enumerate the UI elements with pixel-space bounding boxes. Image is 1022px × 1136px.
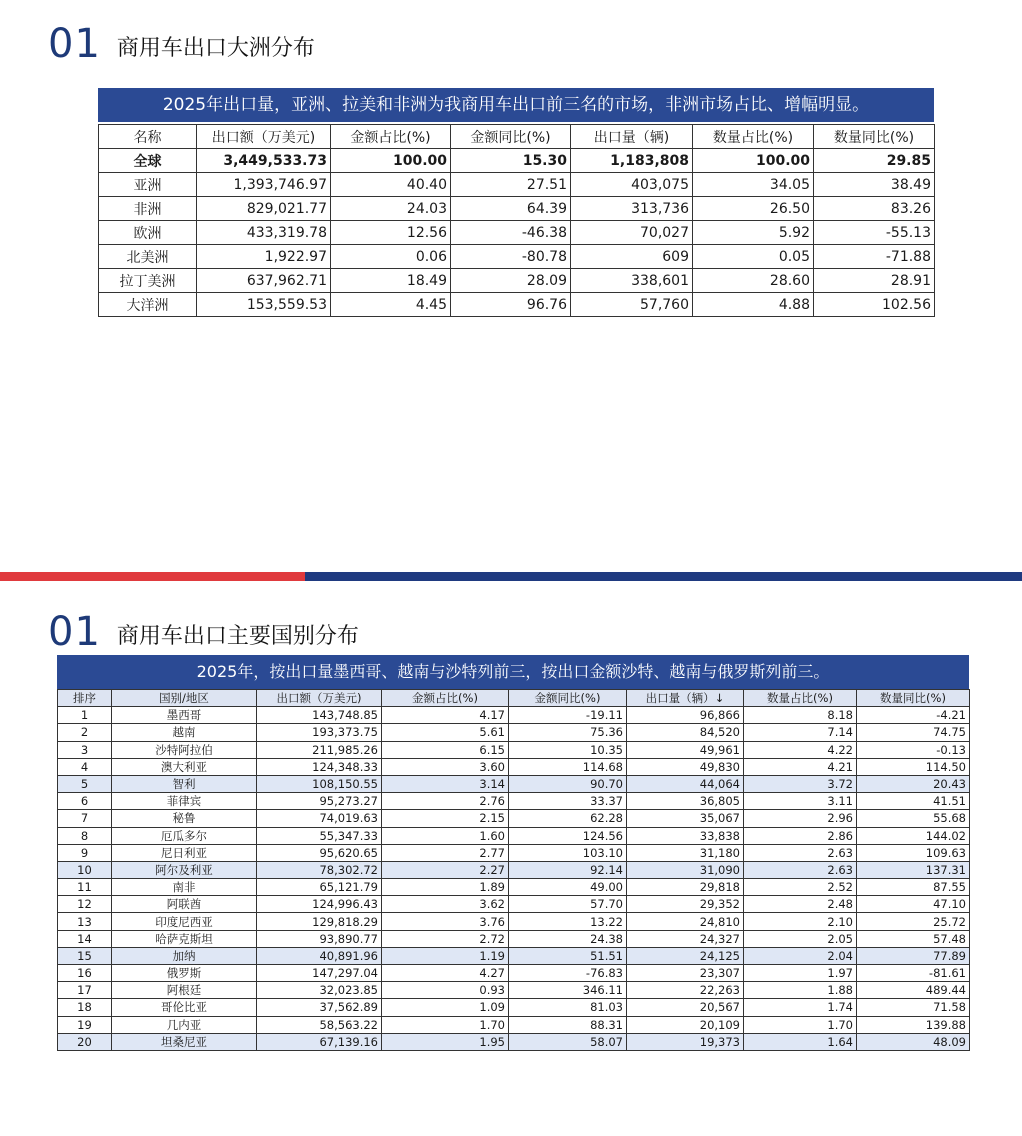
table-cell: 100.00 (693, 149, 814, 173)
table-cell: 55,347.33 (257, 827, 382, 844)
table-cell: 44,064 (627, 775, 744, 792)
table-cell: 65,121.79 (257, 879, 382, 896)
table-cell: 143,748.85 (257, 707, 382, 724)
table-cell: 31,180 (627, 844, 744, 861)
table-cell: 433,319.78 (197, 221, 331, 245)
country-table-header (58, 690, 970, 707)
table-cell: 24,125 (627, 947, 744, 964)
table-cell: 124,348.33 (257, 758, 382, 775)
continent-table (98, 124, 935, 317)
table-cell: 6 (58, 793, 112, 810)
table-row (58, 913, 970, 930)
table-cell: 15 (58, 947, 112, 964)
table-cell: 3.76 (382, 913, 509, 930)
table-cell: 102.56 (814, 293, 935, 317)
country-table-body (58, 707, 970, 1051)
table-cell: 2.63 (744, 861, 857, 878)
table-cell: 1 (58, 707, 112, 724)
table-cell: 14 (58, 930, 112, 947)
table-cell: 20,567 (627, 999, 744, 1016)
table-cell: 5.92 (693, 221, 814, 245)
column-header: 名称 (99, 125, 197, 149)
table-cell: 62.28 (509, 810, 627, 827)
table-cell: 64.39 (451, 197, 571, 221)
table-cell: 27.51 (451, 173, 571, 197)
table-cell: 28.91 (814, 269, 935, 293)
country-table (57, 689, 970, 1051)
table-row (99, 293, 935, 317)
column-header: 排序 (58, 690, 112, 707)
table-cell: 阿尔及利亚 (112, 861, 257, 878)
table-cell: 越南 (112, 724, 257, 741)
table-cell: 489.44 (857, 982, 970, 999)
column-header: 数量占比(%) (744, 690, 857, 707)
table-row (58, 879, 970, 896)
table-cell: 5.61 (382, 724, 509, 741)
table-cell: 829,021.77 (197, 197, 331, 221)
table-cell: 阿联酋 (112, 896, 257, 913)
table-cell: 0.05 (693, 245, 814, 269)
table-cell: 3 (58, 741, 112, 758)
table-cell: 1.97 (744, 965, 857, 982)
column-header: 金额同比(%) (509, 690, 627, 707)
table-cell: 33.37 (509, 793, 627, 810)
table-cell: 28.60 (693, 269, 814, 293)
table-cell: 8 (58, 827, 112, 844)
column-header: 出口额（万美元) (257, 690, 382, 707)
table-cell: 1.70 (744, 1016, 857, 1033)
table-cell: 32,023.85 (257, 982, 382, 999)
divider-blue (305, 572, 1022, 581)
table-cell: 13 (58, 913, 112, 930)
table-cell: 1.88 (744, 982, 857, 999)
table-cell: 114.68 (509, 758, 627, 775)
table-cell: 7 (58, 810, 112, 827)
table-cell: 144.02 (857, 827, 970, 844)
table-cell: 3,449,533.73 (197, 149, 331, 173)
table-row (99, 149, 935, 173)
table-cell: 厄瓜多尔 (112, 827, 257, 844)
table-cell: 77.89 (857, 947, 970, 964)
table-cell: 124.56 (509, 827, 627, 844)
table-cell: 2.52 (744, 879, 857, 896)
table-cell: 12 (58, 896, 112, 913)
table-row (58, 999, 970, 1016)
table-cell: 57.48 (857, 930, 970, 947)
table-cell: 智利 (112, 775, 257, 792)
table-cell: 4.27 (382, 965, 509, 982)
table-cell: 澳大利亚 (112, 758, 257, 775)
table-cell: 81.03 (509, 999, 627, 1016)
table-cell: 20.43 (857, 775, 970, 792)
table-cell: 96,866 (627, 707, 744, 724)
table-cell: 20,109 (627, 1016, 744, 1033)
table-cell: 亚洲 (99, 173, 197, 197)
table-cell: 33,838 (627, 827, 744, 844)
section-1-header (48, 21, 315, 67)
continent-table-header (99, 125, 935, 149)
section-1-banner: 2025年出口量，亚洲、拉美和非洲为我商用车出口前三名的市场，非洲市场占比、增幅明显。 (98, 88, 934, 122)
table-cell: 1.60 (382, 827, 509, 844)
table-cell: 609 (571, 245, 693, 269)
table-cell: 51.51 (509, 947, 627, 964)
table-cell: -19.11 (509, 707, 627, 724)
table-cell: 19 (58, 1016, 112, 1033)
table-cell: 1,183,808 (571, 149, 693, 173)
table-cell: 哥伦比亚 (112, 999, 257, 1016)
table-cell: 0.93 (382, 982, 509, 999)
table-cell: 22,263 (627, 982, 744, 999)
table-cell: 17 (58, 982, 112, 999)
table-cell: 38.49 (814, 173, 935, 197)
table-cell: 57.70 (509, 896, 627, 913)
table-row (58, 861, 970, 878)
table-cell: -71.88 (814, 245, 935, 269)
table-cell: 109.63 (857, 844, 970, 861)
table-cell: 71.58 (857, 999, 970, 1016)
table-row (99, 245, 935, 269)
table-row (58, 707, 970, 724)
table-cell: 6.15 (382, 741, 509, 758)
table-row (58, 1016, 970, 1033)
table-cell: 95,620.65 (257, 844, 382, 861)
table-cell: 24,810 (627, 913, 744, 930)
table-cell: 13.22 (509, 913, 627, 930)
section-1-number: 01 (48, 21, 101, 67)
table-cell: 40,891.96 (257, 947, 382, 964)
table-cell: 49,961 (627, 741, 744, 758)
table-cell: 37,562.89 (257, 999, 382, 1016)
table-cell: 3.14 (382, 775, 509, 792)
table-cell: 2.96 (744, 810, 857, 827)
table-row (58, 775, 970, 792)
table-cell: 49.00 (509, 879, 627, 896)
section-2-title: 商用车出口主要国别分布 (116, 624, 359, 649)
table-cell: 9 (58, 844, 112, 861)
table-cell: 58,563.22 (257, 1016, 382, 1033)
table-cell: 29,818 (627, 879, 744, 896)
table-cell: 2.86 (744, 827, 857, 844)
divider-red (0, 572, 305, 581)
table-cell: 346.11 (509, 982, 627, 999)
table-cell: -55.13 (814, 221, 935, 245)
table-cell: 全球 (99, 149, 197, 173)
table-cell: 70,027 (571, 221, 693, 245)
table-cell: 7.14 (744, 724, 857, 741)
table-cell: 12.56 (331, 221, 451, 245)
table-cell: 67,139.16 (257, 1033, 382, 1050)
table-cell: 沙特阿拉伯 (112, 741, 257, 758)
table-cell: 2.48 (744, 896, 857, 913)
table-cell: 加纳 (112, 947, 257, 964)
table-cell: 印度尼西亚 (112, 913, 257, 930)
table-cell: 2.04 (744, 947, 857, 964)
table-row (58, 982, 970, 999)
table-cell: 129,818.29 (257, 913, 382, 930)
table-cell: 16 (58, 965, 112, 982)
table-cell: 25.72 (857, 913, 970, 930)
table-cell: 2.76 (382, 793, 509, 810)
table-cell: 4.88 (693, 293, 814, 317)
table-cell: 阿根廷 (112, 982, 257, 999)
table-cell: 147,297.04 (257, 965, 382, 982)
table-row (58, 810, 970, 827)
table-row (99, 269, 935, 293)
column-header: 金额占比(%) (382, 690, 509, 707)
table-row (58, 793, 970, 810)
table-cell: 96.76 (451, 293, 571, 317)
table-row (58, 947, 970, 964)
table-cell: 2.10 (744, 913, 857, 930)
column-header: 数量同比(%) (857, 690, 970, 707)
table-cell: 1,922.97 (197, 245, 331, 269)
table-cell: 100.00 (331, 149, 451, 173)
table-row (58, 741, 970, 758)
column-header: 金额同比(%) (451, 125, 571, 149)
table-cell: 4.45 (331, 293, 451, 317)
table-cell: 4.22 (744, 741, 857, 758)
table-cell: 尼日利亚 (112, 844, 257, 861)
table-cell: 55.68 (857, 810, 970, 827)
table-cell: 18.49 (331, 269, 451, 293)
table-cell: 11 (58, 879, 112, 896)
table-cell: 403,075 (571, 173, 693, 197)
table-cell: 10 (58, 861, 112, 878)
table-row (99, 173, 935, 197)
table-cell: 15.30 (451, 149, 571, 173)
table-cell: 83.26 (814, 197, 935, 221)
table-cell: 23,307 (627, 965, 744, 982)
table-cell: 75.36 (509, 724, 627, 741)
table-cell: 24,327 (627, 930, 744, 947)
table-cell: 3.11 (744, 793, 857, 810)
table-row (58, 896, 970, 913)
table-cell: 2 (58, 724, 112, 741)
table-cell: -46.38 (451, 221, 571, 245)
table-row (99, 221, 935, 245)
table-cell: 313,736 (571, 197, 693, 221)
table-cell: 墨西哥 (112, 707, 257, 724)
table-cell: 1.70 (382, 1016, 509, 1033)
table-cell: 24.38 (509, 930, 627, 947)
table-row (58, 930, 970, 947)
table-cell: 2.63 (744, 844, 857, 861)
table-cell: 48.09 (857, 1033, 970, 1050)
table-cell: 108,150.55 (257, 775, 382, 792)
table-cell: 1.74 (744, 999, 857, 1016)
table-cell: 193,373.75 (257, 724, 382, 741)
column-header: 国别/地区 (112, 690, 257, 707)
table-cell: 36,805 (627, 793, 744, 810)
table-cell: 84,520 (627, 724, 744, 741)
table-cell: 29,352 (627, 896, 744, 913)
column-header: 出口量（辆）↓ (627, 690, 744, 707)
table-cell: 欧洲 (99, 221, 197, 245)
table-cell: 103.10 (509, 844, 627, 861)
table-cell: 北美洲 (99, 245, 197, 269)
table-cell: 几内亚 (112, 1016, 257, 1033)
table-cell: 2.05 (744, 930, 857, 947)
table-cell: -0.13 (857, 741, 970, 758)
table-cell: 88.31 (509, 1016, 627, 1033)
table-cell: 90.70 (509, 775, 627, 792)
table-row (58, 758, 970, 775)
table-cell: 4.21 (744, 758, 857, 775)
table-cell: 0.06 (331, 245, 451, 269)
table-cell: 31,090 (627, 861, 744, 878)
table-cell: 大洋洲 (99, 293, 197, 317)
table-cell: 124,996.43 (257, 896, 382, 913)
table-cell: 秘鲁 (112, 810, 257, 827)
table-cell: 637,962.71 (197, 269, 331, 293)
table-cell: 南非 (112, 879, 257, 896)
table-cell: 3.60 (382, 758, 509, 775)
table-row (58, 724, 970, 741)
table-cell: 菲律宾 (112, 793, 257, 810)
table-cell: 2.77 (382, 844, 509, 861)
table-row (58, 844, 970, 861)
table-cell: 拉丁美洲 (99, 269, 197, 293)
table-cell: 28.09 (451, 269, 571, 293)
continent-table-body (99, 149, 935, 317)
table-row (99, 197, 935, 221)
table-cell: 47.10 (857, 896, 970, 913)
table-cell: 10.35 (509, 741, 627, 758)
table-cell: 114.50 (857, 758, 970, 775)
table-row (58, 965, 970, 982)
table-cell: 俄罗斯 (112, 965, 257, 982)
table-cell: 20 (58, 1033, 112, 1050)
table-cell: 74,019.63 (257, 810, 382, 827)
table-cell: 139.88 (857, 1016, 970, 1033)
table-cell: 35,067 (627, 810, 744, 827)
table-cell: 49,830 (627, 758, 744, 775)
table-cell: 8.18 (744, 707, 857, 724)
table-cell: -80.78 (451, 245, 571, 269)
section-2-number: 01 (48, 609, 101, 655)
table-cell: 1.19 (382, 947, 509, 964)
table-cell: 2.72 (382, 930, 509, 947)
table-cell: 哈萨克斯坦 (112, 930, 257, 947)
table-cell: 34.05 (693, 173, 814, 197)
table-cell: 153,559.53 (197, 293, 331, 317)
table-cell: 57,760 (571, 293, 693, 317)
table-cell: 58.07 (509, 1033, 627, 1050)
table-cell: 1.89 (382, 879, 509, 896)
table-cell: 95,273.27 (257, 793, 382, 810)
table-cell: 74.75 (857, 724, 970, 741)
table-cell: 1.95 (382, 1033, 509, 1050)
table-cell: -4.21 (857, 707, 970, 724)
table-cell: 211,985.26 (257, 741, 382, 758)
table-cell: 3.72 (744, 775, 857, 792)
table-cell: -76.83 (509, 965, 627, 982)
table-cell: 2.27 (382, 861, 509, 878)
table-cell: 93,890.77 (257, 930, 382, 947)
table-cell: 1.64 (744, 1033, 857, 1050)
table-cell: 19,373 (627, 1033, 744, 1050)
table-cell: 3.62 (382, 896, 509, 913)
table-row (58, 827, 970, 844)
table-cell: 非洲 (99, 197, 197, 221)
table-row (58, 1033, 970, 1050)
section-1-title: 商用车出口大洲分布 (116, 36, 315, 61)
table-cell: 87.55 (857, 879, 970, 896)
table-cell: 24.03 (331, 197, 451, 221)
table-cell: 2.15 (382, 810, 509, 827)
table-cell: 78,302.72 (257, 861, 382, 878)
table-cell: 92.14 (509, 861, 627, 878)
table-cell: 41.51 (857, 793, 970, 810)
table-cell: 1.09 (382, 999, 509, 1016)
column-header: 出口额（万美元) (197, 125, 331, 149)
table-cell: 338,601 (571, 269, 693, 293)
table-cell: 4 (58, 758, 112, 775)
table-cell: 5 (58, 775, 112, 792)
table-cell: 1,393,746.97 (197, 173, 331, 197)
column-header: 数量同比(%) (814, 125, 935, 149)
column-header: 金额占比(%) (331, 125, 451, 149)
table-cell: 26.50 (693, 197, 814, 221)
table-cell: 137.31 (857, 861, 970, 878)
section-2-header (48, 609, 359, 655)
table-cell: 4.17 (382, 707, 509, 724)
table-cell: 40.40 (331, 173, 451, 197)
table-cell: 坦桑尼亚 (112, 1033, 257, 1050)
table-cell: 18 (58, 999, 112, 1016)
table-cell: 29.85 (814, 149, 935, 173)
column-header: 数量占比(%) (693, 125, 814, 149)
table-cell: -81.61 (857, 965, 970, 982)
column-header: 出口量（辆) (571, 125, 693, 149)
section-2-banner: 2025年，按出口量墨西哥、越南与沙特列前三，按出口金额沙特、越南与俄罗斯列前三。 (57, 655, 969, 689)
